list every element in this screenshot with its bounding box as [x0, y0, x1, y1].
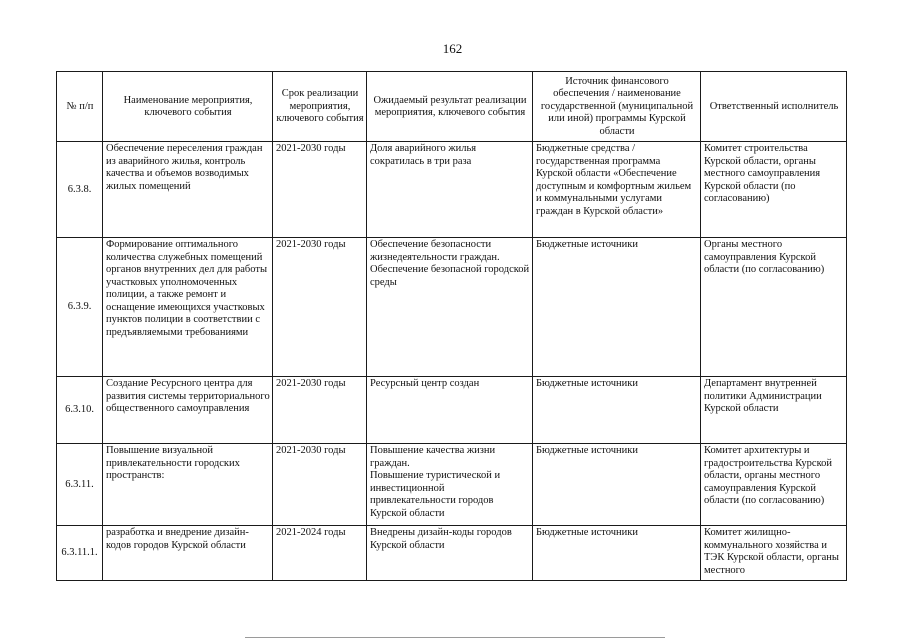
row-executor: Органы местного самоуправления Курской области (по согласованию) — [701, 238, 847, 377]
row-result: Доля аварийного жилья сократилась в три раза — [367, 142, 533, 238]
row-term: 2021-2024 годы — [273, 526, 367, 581]
measures-table — [56, 71, 847, 581]
table-row — [57, 377, 847, 444]
row-result: Повышение качества жизни граждан. Повышение туристической и инвестиционной привлекательности городов Курской области — [367, 444, 533, 526]
row-source: Бюджетные средства / государственная программа Курской области «Обеспечение доступным и комфортным жильем и коммунальными услугами граждан в Курской области» — [533, 142, 701, 238]
row-result: Ресурсный центр создан — [367, 377, 533, 444]
row-number: 6.3.11. — [57, 444, 103, 526]
page-number: 162 — [442, 41, 463, 56]
header-executor: Ответственный исполнитель — [701, 72, 847, 142]
table-row — [57, 444, 847, 526]
row-number: 6.3.11.1. — [57, 526, 103, 581]
row-executor: Комитет жилищно-коммунального хозяйства и ТЭК Курской области, органы местного — [701, 526, 847, 581]
row-term: 2021-2030 годы — [273, 444, 367, 526]
row-term: 2021-2030 годы — [273, 142, 367, 238]
header-source: Источник финансового обеспечения / наименование государственной (муниципальной или иной) программы Курской области — [533, 72, 701, 142]
row-executor: Комитет архитектуры и градостроительства Курской области, органы местного самоуправления Курской области (по согласованию) — [701, 444, 847, 526]
row-result: Внедрены дизайн-коды городов Курской области — [367, 526, 533, 581]
header-term: Срок реализации мероприятия, ключевого события — [273, 72, 367, 142]
row-name: Повышение визуальной привлекательности городских пространств: — [103, 444, 273, 526]
table-row — [57, 526, 847, 581]
row-source: Бюджетные источники — [533, 444, 701, 526]
row-executor: Комитет строительства Курской области, органы местного самоуправления Курской области (по согласованию) — [701, 142, 847, 238]
table-row — [57, 142, 847, 238]
row-source: Бюджетные источники — [533, 238, 701, 377]
row-result: Обеспечение безопасности жизнедеятельности граждан. Обеспечение безопасной городской среды — [367, 238, 533, 377]
row-name: разработка и внедрение дизайн-кодов городов Курской области — [103, 526, 273, 581]
header-name: Наименование мероприятия, ключевого события — [103, 72, 273, 142]
table-row — [57, 238, 847, 377]
row-number: 6.3.8. — [57, 142, 103, 238]
row-source: Бюджетные источники — [533, 526, 701, 581]
row-number: 6.3.10. — [57, 377, 103, 444]
row-term: 2021-2030 годы — [273, 238, 367, 377]
row-number: 6.3.9. — [57, 238, 103, 377]
scan-edge-line — [245, 637, 665, 638]
table-header-row — [57, 72, 847, 142]
row-name: Формирование оптимального количества служебных помещений органов внутренних дел для работы участковых уполномоченных полиции, а также ремонт и оснащение имеющихся участковых пунктов полиции в соответствии с предъявляемыми требованиями — [103, 238, 273, 377]
row-executor: Департамент внутренней политики Администрации Курской области — [701, 377, 847, 444]
row-term: 2021-2030 годы — [273, 377, 367, 444]
row-source: Бюджетные источники — [533, 377, 701, 444]
row-name: Обеспечение переселения граждан из аварийного жилья, контроль качества и объемов возводимых жилых помещений — [103, 142, 273, 238]
row-name: Создание Ресурсного центра для развития системы территориального общественного самоуправления — [103, 377, 273, 444]
header-result: Ожидаемый результат реализации мероприятия, ключевого события — [367, 72, 533, 142]
header-number: № п/п — [57, 72, 103, 142]
